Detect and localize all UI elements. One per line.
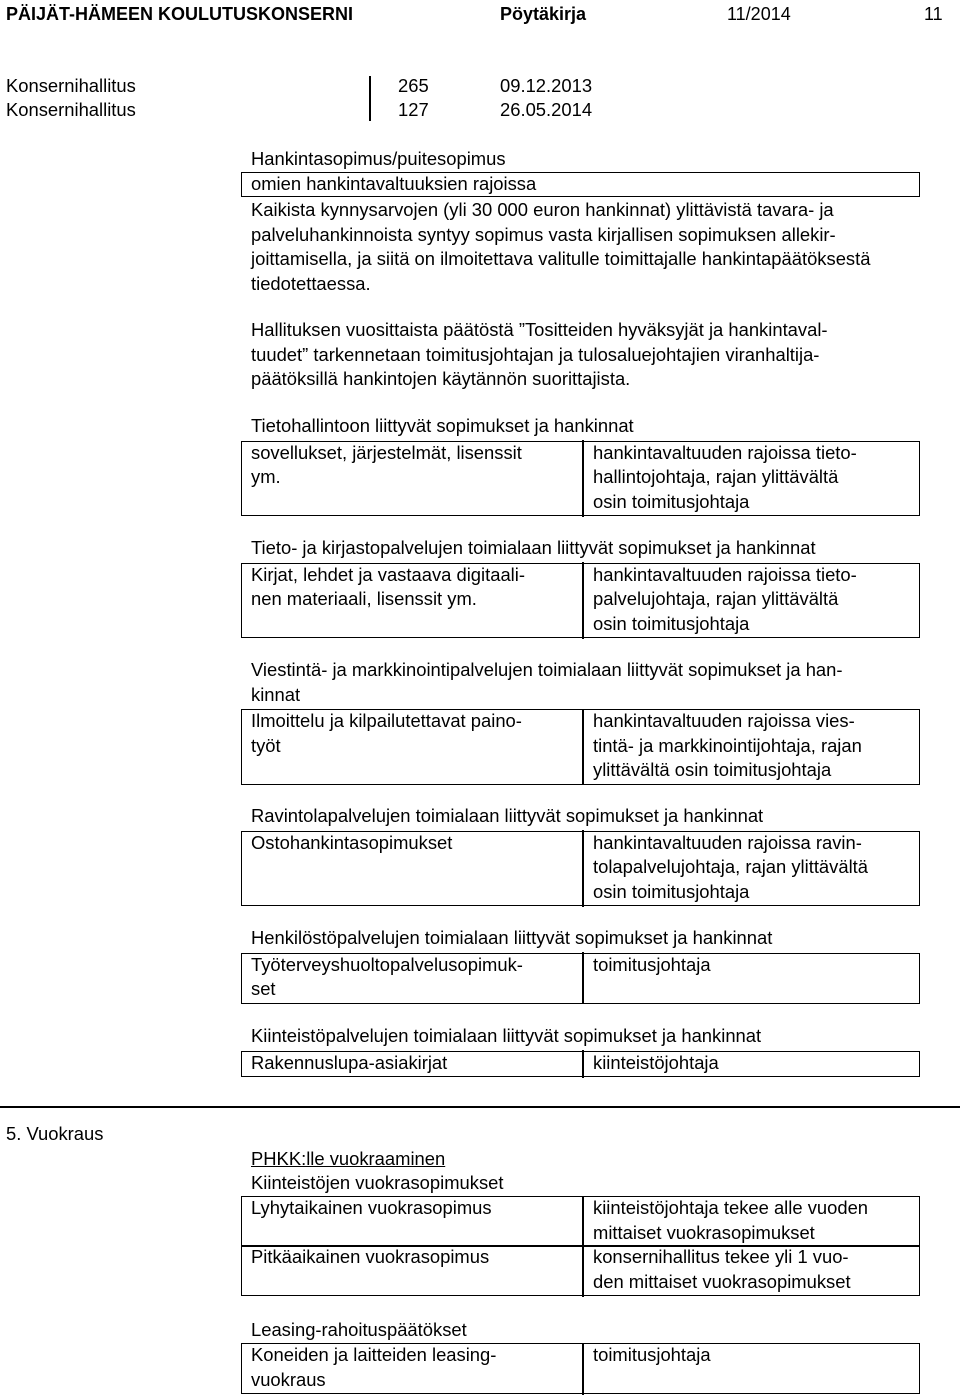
table-cell-left: set: [251, 978, 276, 999]
table-cell-right: ylittävältä osin toimitusjohtaja: [593, 759, 832, 780]
authority-table: [241, 709, 920, 785]
paragraph-line: joittamisella, ja siitä on ilmoitettava valitulle toimittajalle hankintapäätöksestä: [251, 248, 871, 269]
table-cell-right: mittaiset vuokrasopimukset: [593, 1221, 815, 1243]
table-cell-left: työt: [251, 734, 281, 756]
authority-table: [241, 831, 920, 907]
table-cell-right: konsernihallitus tekee yli 1 vuo-: [593, 1246, 849, 1267]
history-date-1: 09.12.2013: [500, 75, 593, 96]
table-cell-right: hankintavaltuuden rajoissa tieto-: [593, 441, 857, 463]
table-heading: Ravintolapalvelujen toimialaan liittyvät sopimukset ja hankinnat: [251, 805, 764, 826]
history-num-2: 127: [398, 99, 429, 120]
table-cell-right: palvelujohtaja, rajan ylittävältä: [593, 588, 839, 609]
table-cell-right: hallintojohtaja, rajan ylittävältä: [593, 466, 839, 487]
section-title-line2: omien hankintavaltuuksien rajoissa: [251, 173, 537, 194]
table-cell-left: Työterveyshuoltopalvelusopimuk-: [251, 953, 523, 975]
leasing-table: [241, 1343, 920, 1394]
table-cell-right: osin toimitusjohtaja: [593, 880, 750, 902]
document-type: Pöytäkirja: [500, 4, 587, 24]
page-number: 11: [924, 4, 943, 24]
authority-table: [241, 953, 920, 1004]
table-cell-left: Kirjat, lehdet ja vastaava digitaali-: [251, 563, 525, 585]
subheading-phkk: PHKK:lle vuokraaminen: [251, 1148, 446, 1169]
table-heading: kinnat: [251, 683, 301, 705]
table-cell-divider: [582, 709, 584, 786]
rental-table-long: [241, 1245, 920, 1296]
table-heading: Henkilöstöpalvelujen toimialaan liittyvät sopimukset ja hankinnat: [251, 927, 773, 948]
table-cell-divider: [582, 1050, 584, 1078]
organization-name: PÄIJÄT-HÄMEEN KOULUTUSKONSERNI: [6, 4, 354, 24]
table-cell-left: Ostohankintasopimukset: [251, 831, 453, 853]
table-cell-right: tolapalvelujohtaja, rajan ylittävältä: [593, 856, 869, 877]
document-number: 11/2014: [727, 4, 791, 24]
history-num-1: 265: [398, 75, 429, 96]
table-cell-divider: [582, 1343, 584, 1395]
table-cell-right: kiinteistöjohtaja: [593, 1051, 719, 1073]
table-cell-left: ym.: [251, 466, 281, 487]
table-cell-divider: [582, 1196, 584, 1248]
history-body-1: Konsernihallitus: [6, 75, 136, 96]
table-cell-right: den mittaiset vuokrasopimukset: [593, 1270, 851, 1292]
section-title-line1: Hankintasopimus/puitesopimus: [251, 148, 506, 169]
subheading-leasing: Leasing-rahoituspäätökset: [251, 1319, 467, 1340]
table-heading: Tieto- ja kirjastopalvelujen toimialaan liittyvät sopimukset ja hankinnat: [251, 537, 816, 558]
section-5-title: 5. Vuokraus: [6, 1123, 104, 1144]
table-cell-divider: [582, 562, 584, 639]
table-cell-left: Lyhytaikainen vuokrasopimus: [251, 1197, 492, 1218]
table-cell-left: sovellukset, järjestelmät, lisenssit: [251, 441, 522, 463]
table-cell-divider: [582, 830, 584, 907]
history-body-2: Konsernihallitus: [6, 99, 136, 120]
table-cell-left: vuokraus: [251, 1368, 326, 1390]
table-heading: Kiinteistöpalvelujen toimialaan liittyvät sopimukset ja hankinnat: [251, 1025, 762, 1046]
paragraph-line: tiedotettaessa.: [251, 272, 371, 294]
table-cell-left: nen materiaali, lisenssit ym.: [251, 588, 477, 609]
table-cell-divider: [582, 440, 584, 517]
table-cell-right: kiinteistöjohtaja tekee alle vuoden: [593, 1197, 869, 1218]
table-cell-right: hankintavaltuuden rajoissa vies-: [593, 710, 855, 731]
table-heading: Tietohallintoon liittyvät sopimukset ja hankinnat: [251, 415, 634, 436]
rental-table-short: [241, 1196, 920, 1247]
table-cell-left: Rakennuslupa-asiakirjat: [251, 1051, 448, 1073]
paragraph-line: tuudet” tarkennetaan toimitusjohtajan ja tulosaluejohtajien viranhaltija-: [251, 343, 820, 365]
table-heading: Viestintä- ja markkinointipalvelujen toimialaan liittyvät sopimukset ja han-: [251, 659, 843, 680]
history-divider: [369, 76, 371, 121]
table-cell-left: Ilmoittelu ja kilpailutettavat paino-: [251, 710, 522, 731]
subheading-kiinteistot: Kiinteistöjen vuokrasopimukset: [251, 1172, 504, 1193]
table-cell-right: hankintavaltuuden rajoissa tieto-: [593, 563, 857, 585]
authority-table: [241, 441, 920, 517]
paragraph-line: päätöksillä hankintojen käytännön suorittajista.: [251, 368, 631, 389]
table-cell-right: hankintavaltuuden rajoissa ravin-: [593, 831, 862, 853]
table-cell-left: Koneiden ja laitteiden leasing-: [251, 1344, 497, 1365]
table-cell-left: Pitkäaikainen vuokrasopimus: [251, 1246, 490, 1267]
table-cell-right: osin toimitusjohtaja: [593, 612, 750, 634]
section-separator: [0, 1106, 960, 1108]
paragraph-line: Hallituksen vuosittaista päätöstä ”Tositteiden hyväksyjät ja hankintaval-: [251, 319, 828, 340]
table-cell-right: osin toimitusjohtaja: [593, 490, 750, 512]
table-cell-right: tintä- ja markkinointijohtaja, rajan: [593, 734, 862, 756]
authority-table: [241, 563, 920, 639]
section-title-box: [241, 172, 920, 197]
paragraph-line: palveluhankinnoista syntyy sopimus vasta kirjallisen sopimuksen allekir-: [251, 223, 836, 245]
authority-table: [241, 1051, 920, 1078]
table-cell-right: toimitusjohtaja: [593, 953, 711, 975]
history-date-2: 26.05.2014: [500, 99, 593, 120]
paragraph-line: Kaikista kynnysarvojen (yli 30 000 euron hankinnat) ylittävistä tavara- ja: [251, 199, 834, 220]
table-cell-divider: [582, 1245, 584, 1297]
table-cell-right: toimitusjohtaja: [593, 1344, 711, 1365]
table-cell-divider: [582, 952, 584, 1004]
